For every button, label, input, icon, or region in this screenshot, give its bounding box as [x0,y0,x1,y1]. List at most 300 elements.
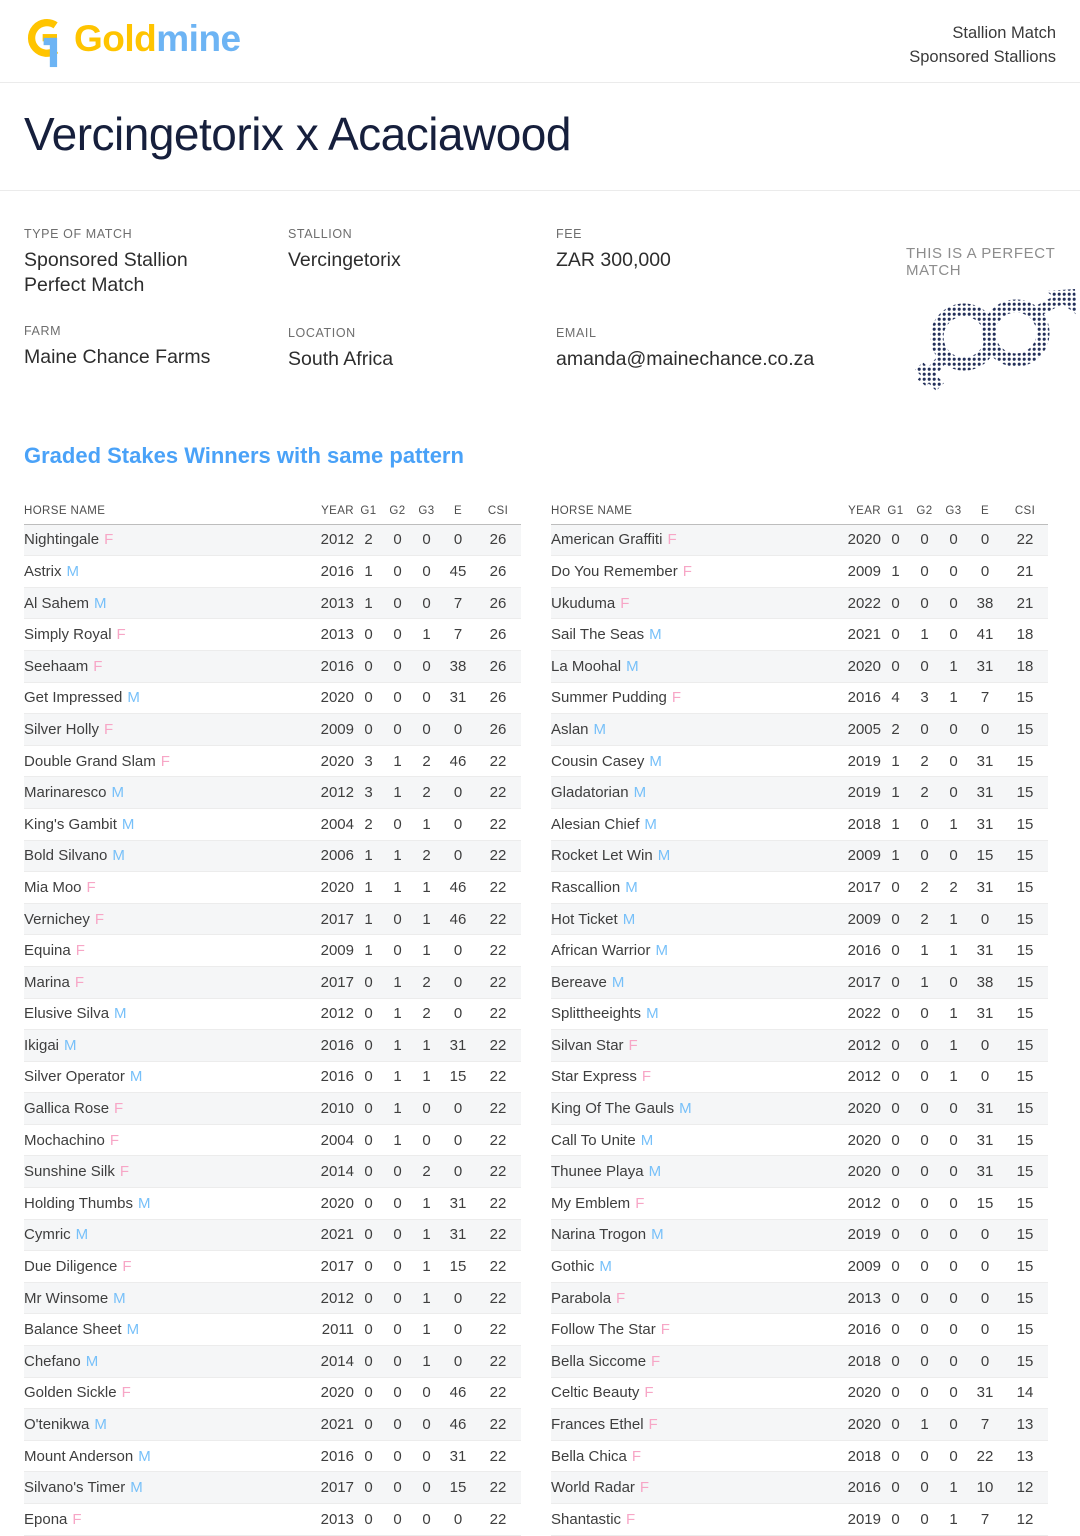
horse-sex-badge: F [72,1510,82,1528]
e-cell: 15 [449,1068,467,1086]
csi-cell: 15 [1016,689,1034,707]
horse-name: La Moohal M [551,657,639,675]
year-cell: 2022 [847,1005,881,1023]
horse-name: Golden Sickle F [24,1384,131,1402]
g3-cell: 1 [949,942,958,960]
csi-cell: 26 [489,689,507,707]
g1-cell: 0 [364,1036,373,1054]
g2-cell: 0 [920,720,929,738]
g3-cell: 1 [422,878,431,896]
g2-cell: 2 [920,784,929,802]
field-label: TYPE OF MATCH [24,226,133,241]
g2-cell: 1 [393,1005,402,1023]
horse-name: Silvan Star F [551,1036,638,1054]
g2-cell: 0 [920,1321,929,1339]
g3-cell: 0 [949,1352,958,1370]
g1-cell: 0 [364,1289,373,1307]
g1-cell: 0 [364,657,373,675]
table-row [24,841,521,873]
horse-sex-badge: F [104,720,114,738]
year-cell: 2020 [320,1384,354,1402]
g2-cell: 0 [920,1352,929,1370]
csi-cell: 22 [489,815,507,833]
g2-cell: 0 [920,531,929,549]
table-row [551,1504,1048,1536]
g1-cell: 0 [891,657,900,675]
g3-cell: 0 [422,1416,431,1434]
g1-cell: 0 [891,1194,900,1212]
g3-cell: 1 [949,1036,958,1054]
horse-sex-badge: F [114,1100,124,1118]
g1-cell: 0 [891,1384,900,1402]
e-cell: 31 [976,752,994,770]
horse-sex-badge: F [119,1163,130,1181]
g1-cell: 0 [891,1321,900,1339]
horse-name: Ikigai M [24,1036,77,1054]
g3-cell: 0 [949,626,958,644]
horse-sex-badge: M [625,878,638,896]
g1-cell: 1 [364,594,373,612]
g2-cell: 1 [920,1416,929,1434]
field-type-of-match [24,227,288,298]
horse-sex-badge: F [641,1068,652,1086]
csi-cell: 26 [489,562,507,580]
horse-sex-badge: F [667,531,677,549]
csi-cell: 22 [489,784,507,802]
csi-cell: 22 [489,1226,507,1244]
g2-cell: 0 [920,1100,929,1118]
csi-cell: 15 [1016,784,1034,802]
e-cell: 31 [976,942,994,960]
g1-cell: 0 [891,942,900,960]
horse-name: Equina F [24,942,85,960]
year-cell: 2020 [847,1384,881,1402]
horse-sex-badge: M [130,1479,143,1497]
table-row [24,1093,521,1125]
e-cell: 0 [980,720,990,738]
e-cell: 0 [453,1005,463,1023]
g2-cell: 0 [393,1289,402,1307]
g2-cell: 2 [920,910,929,928]
horse-name: Alesian Chief M [551,815,657,833]
table-row [551,809,1048,841]
field-farm [24,324,288,370]
g3-cell: 0 [949,1131,958,1149]
table-row [24,1504,521,1536]
g1-cell: 1 [364,562,373,580]
g3-cell: 1 [949,689,958,707]
table-row [24,1030,521,1062]
year-cell: 2004 [320,1131,354,1149]
csi-cell: 15 [1016,1100,1034,1118]
gender-symbols-halftone-icon [912,287,1080,399]
g1-cell: 1 [891,815,900,833]
table-row [24,872,521,904]
table-row [24,556,521,588]
csi-cell: 15 [1016,878,1034,896]
e-cell: 0 [980,562,990,580]
year-cell: 2017 [320,910,354,928]
g2-cell: 1 [393,1036,402,1054]
csi-cell: 22 [489,1100,507,1118]
e-cell: 15 [449,1479,467,1497]
table-row [551,1409,1048,1441]
year-cell: 2016 [320,657,354,675]
year-cell: 2014 [320,1352,354,1370]
g1-cell: 0 [891,1289,900,1307]
horse-sex-badge: F [616,1289,626,1307]
e-cell: 31 [449,689,467,707]
horse-sex-badge: M [114,1005,127,1023]
g2-cell: 0 [920,1289,929,1307]
g1-cell: 0 [891,1258,900,1276]
g3-cell: 1 [949,815,958,833]
horse-name: O'tenikwa M [24,1416,107,1434]
e-cell: 0 [453,973,463,991]
g2-cell: 1 [393,1068,402,1086]
csi-cell: 13 [1016,1416,1034,1434]
horse-sex-badge: M [622,910,636,928]
year-cell: 2009 [320,720,354,738]
e-cell: 46 [449,1416,467,1434]
e-cell: 7 [980,689,990,707]
horse-name: Do You Remember F [551,562,692,580]
e-cell: 22 [976,1447,994,1465]
g1-cell: 2 [364,531,373,549]
horse-name: Frances Ethel F [551,1416,658,1434]
e-cell: 41 [976,626,994,644]
perfect-match-banner: THIS IS A PERFECT MATCH [906,244,1056,279]
g1-cell: 0 [364,720,373,738]
csi-cell: 18 [1016,657,1034,675]
horse-sex-badge: M [94,594,107,612]
year-cell: 2016 [847,689,881,707]
g1-cell: 0 [891,973,900,991]
csi-cell: 22 [1016,531,1034,549]
e-cell: 10 [976,1479,994,1497]
csi-cell: 15 [1016,1289,1034,1307]
e-cell: 31 [976,815,994,833]
e-cell: 31 [976,1131,994,1149]
table-row [551,999,1048,1031]
horse-sex-badge: M [121,815,135,833]
horse-sex-badge: M [64,1036,77,1054]
year-cell: 2012 [320,784,354,802]
field-label: EMAIL [556,325,597,340]
table-row [24,746,521,778]
goldmine-g-icon [24,16,68,72]
year-cell: 2016 [847,1321,881,1339]
section-title: Graded Stakes Winners with same pattern [24,442,464,468]
g3-cell: 2 [422,752,431,770]
horse-sex-badge: F [75,942,85,960]
g3-cell: 0 [422,1131,431,1149]
g1-cell: 0 [364,1100,373,1118]
csi-cell: 26 [489,594,507,612]
e-cell: 31 [449,1447,467,1465]
g3-cell: 0 [422,1384,431,1402]
horse-name: World Radar F [551,1479,650,1497]
year-cell: 2020 [320,752,354,770]
e-cell: 7 [980,1416,990,1434]
e-cell: 0 [453,1163,463,1181]
horse-name: Elusive Silva M [24,1005,127,1023]
g1-cell: 0 [364,973,373,991]
g1-cell: 1 [891,847,900,865]
g1-cell: 0 [364,1194,373,1212]
table-row [551,777,1048,809]
g3-cell: 1 [422,1258,431,1276]
year-cell: 2013 [320,626,354,644]
csi-cell: 22 [489,973,507,991]
horse-name: Call To Unite M [551,1131,654,1149]
g2-cell: 0 [920,562,929,580]
g2-cell: 0 [393,1510,402,1528]
horse-name: Bereave M [551,973,625,991]
e-cell: 45 [449,562,467,580]
year-cell: 2013 [320,1510,354,1528]
g1-cell: 1 [364,847,373,865]
table-row [24,1156,521,1188]
horse-name: Chefano M [24,1352,99,1370]
e-cell: 0 [453,784,463,802]
table-row [551,651,1048,683]
horse-name: Gothic M [551,1258,612,1276]
horse-name: Star Express F [551,1068,652,1086]
year-cell: 2016 [320,1447,354,1465]
g1-cell: 1 [364,910,373,928]
g3-cell: 0 [949,1194,958,1212]
table-row [551,935,1048,967]
col-header-g1: G1 [360,505,377,518]
g2-cell: 0 [920,1131,929,1149]
table-header-row [551,499,1048,525]
horse-name: King Of The Gauls M [551,1100,692,1118]
g1-cell: 3 [364,752,373,770]
g2-cell: 0 [920,594,929,612]
horse-name: Silvano's Timer M [24,1479,143,1497]
col-header-csi: CSI [487,505,509,518]
year-cell: 2020 [847,531,881,549]
g3-cell: 0 [949,562,958,580]
g2-cell: 1 [393,847,402,865]
e-cell: 31 [976,1384,994,1402]
g3-cell: 0 [422,594,431,612]
g3-cell: 1 [422,1194,431,1212]
g3-cell: 0 [422,1100,431,1118]
g3-cell: 0 [949,1416,958,1434]
g2-cell: 1 [393,1100,402,1118]
horse-name: Summer Pudding F [551,689,682,707]
year-cell: 2005 [847,720,881,738]
year-cell: 2020 [320,878,354,896]
year-cell: 2012 [320,1289,354,1307]
year-cell: 2012 [847,1194,881,1212]
csi-cell: 15 [1016,973,1034,991]
e-cell: 31 [976,1163,994,1181]
table-row [551,1125,1048,1157]
g3-cell: 1 [422,942,431,960]
e-cell: 0 [980,1352,990,1370]
horse-name: My Emblem F [551,1194,645,1212]
table-row [24,619,521,651]
g1-cell: 0 [364,1321,373,1339]
horse-name: Seehaam F [24,657,103,675]
g3-cell: 0 [949,1100,958,1118]
col-header-csi: CSI [1014,505,1036,518]
g2-cell: 0 [920,1479,929,1497]
g1-cell: 0 [364,1384,373,1402]
csi-cell: 15 [1016,942,1034,960]
horse-name: Cymric M [24,1226,89,1244]
csi-cell: 22 [489,878,507,896]
g2-cell: 0 [920,1258,929,1276]
e-cell: 38 [449,657,467,675]
csi-cell: 15 [1016,1321,1034,1339]
logo-gold-text: Gold [74,18,157,59]
table-row [551,588,1048,620]
csi-cell: 15 [1016,1131,1034,1149]
year-cell: 2016 [320,562,354,580]
g2-cell: 0 [393,562,402,580]
year-cell: 2009 [847,1258,881,1276]
g1-cell: 0 [364,1131,373,1149]
g3-cell: 0 [422,1510,431,1528]
horse-sex-badge: F [74,973,85,991]
g1-cell: 0 [364,1005,373,1023]
g3-cell: 0 [422,720,431,738]
g2-cell: 1 [393,878,402,896]
col-header-g3: G3 [945,505,962,518]
horse-name: Silver Holly F [24,720,114,738]
horse-sex-badge: F [626,1510,636,1528]
e-cell: 38 [976,973,994,991]
horse-sex-badge: F [671,689,682,707]
table-row [551,556,1048,588]
e-cell: 0 [453,815,463,833]
g2-cell: 0 [393,1258,402,1276]
table-row [24,683,521,715]
g2-cell: 0 [393,626,402,644]
g1-cell: 0 [891,1352,900,1370]
year-cell: 2020 [320,1194,354,1212]
table-row [24,1251,521,1283]
g3-cell: 0 [422,1479,431,1497]
csi-cell: 18 [1016,626,1034,644]
e-cell: 46 [449,878,467,896]
csi-cell: 21 [1016,594,1034,612]
table-row [551,1346,1048,1378]
csi-cell: 15 [1016,1036,1034,1054]
g3-cell: 1 [422,815,431,833]
g1-cell: 0 [364,1416,373,1434]
horse-name: Celtic Beauty F [551,1384,654,1402]
winners-tables [0,475,1080,1536]
horse-name: Silver Operator M [24,1068,143,1086]
g1-cell: 0 [891,1479,900,1497]
year-cell: 2009 [847,910,881,928]
col-header-e: E [453,505,463,518]
year-cell: 2021 [320,1226,354,1244]
horse-name: Sunshine Silk F [24,1163,130,1181]
g2-cell: 0 [393,657,402,675]
year-cell: 2011 [321,1321,354,1339]
horse-sex-badge: M [657,847,671,865]
csi-cell: 15 [1016,1258,1034,1276]
table-row [24,1314,521,1346]
table-row [551,619,1048,651]
horse-name: King's Gambit M [24,815,135,833]
horse-sex-badge: M [648,1163,662,1181]
horse-name: Due Diligence F [24,1258,132,1276]
horse-name: Bold Silvano M [24,847,125,865]
context-line-1: Stallion Match [952,24,1056,42]
year-cell: 2012 [847,1068,881,1086]
horse-sex-badge: M [94,1416,107,1434]
g3-cell: 0 [949,1321,958,1339]
horse-sex-badge: M [127,689,140,707]
year-cell: 2018 [847,1447,881,1465]
horse-name: Astrix M [24,562,79,580]
e-cell: 31 [976,1005,994,1023]
e-cell: 38 [976,594,994,612]
g3-cell: 0 [949,784,958,802]
e-cell: 15 [976,1194,994,1212]
g1-cell: 0 [891,1416,900,1434]
horse-name: Get Impressed M [24,689,140,707]
col-header-g2: G2 [389,505,406,518]
g2-cell: 0 [393,1194,402,1212]
g3-cell: 1 [949,657,958,675]
g2-cell: 1 [393,784,402,802]
g2-cell: 0 [920,1384,929,1402]
horse-name: Holding Thumbs M [24,1194,151,1212]
g1-cell: 0 [364,1163,373,1181]
horse-name: Hot Ticket M [551,910,636,928]
table-row [24,999,521,1031]
csi-cell: 26 [489,657,507,675]
g3-cell: 1 [949,910,958,928]
csi-cell: 15 [1016,1163,1034,1181]
year-cell: 2021 [847,626,881,644]
g1-cell: 0 [891,594,900,612]
g1-cell: 1 [891,784,900,802]
g3-cell: 1 [949,1479,958,1497]
g2-cell: 0 [920,1005,929,1023]
table-row [24,1220,521,1252]
table-row [551,1062,1048,1094]
e-cell: 0 [453,720,463,738]
col-header-e: E [980,505,990,518]
e-cell: 0 [980,1226,990,1244]
e-cell: 0 [980,910,990,928]
year-cell: 2017 [847,878,881,896]
g1-cell: 1 [891,752,900,770]
horse-sex-badge: F [644,1384,654,1402]
csi-cell: 15 [1016,1194,1034,1212]
e-cell: 0 [453,1131,463,1149]
page-context [909,16,1056,70]
e-cell: 0 [453,1100,463,1118]
g3-cell: 2 [422,784,431,802]
horse-sex-badge: F [160,752,170,770]
table-row [24,809,521,841]
g2-cell: 2 [920,752,929,770]
horse-name: Splittheeights M [551,1005,659,1023]
table-row [24,1441,521,1473]
g2-cell: 1 [920,973,929,991]
year-cell: 2009 [847,562,881,580]
